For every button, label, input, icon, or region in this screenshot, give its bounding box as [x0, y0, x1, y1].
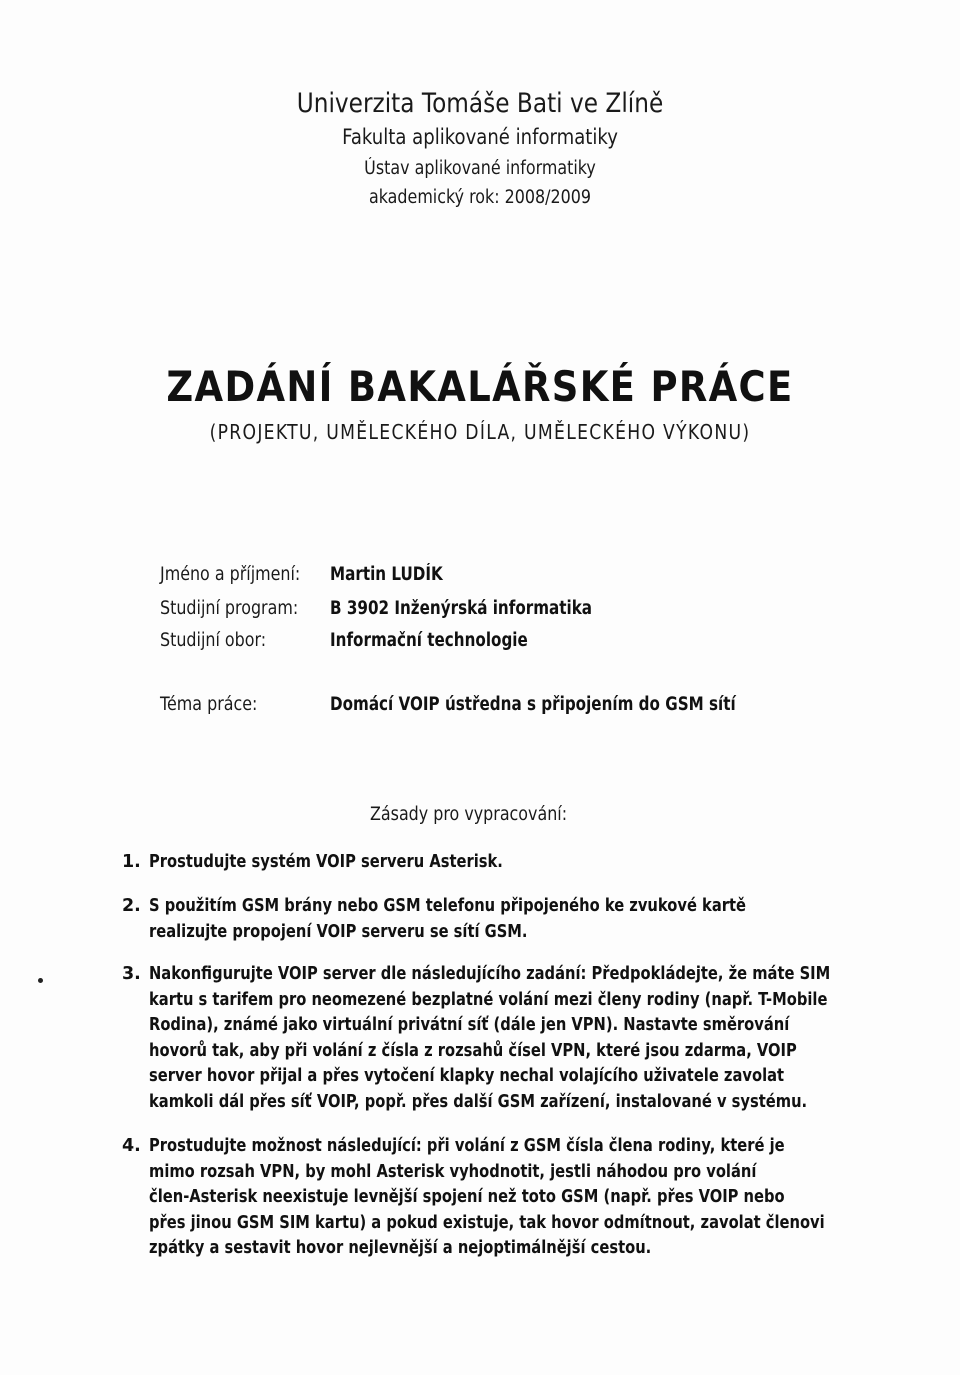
task-line: Prostudujte systém VOIP serveru Asterisk. [149, 852, 503, 872]
document-title: ZADÁNÍ BAKALÁŘSKÉ PRÁCE [166, 362, 794, 411]
field-value: Martin LUDÍK [330, 564, 443, 585]
field-row-program [160, 598, 860, 628]
university-name: Univerzita Tomáše Bati ve Zlíně [296, 88, 664, 119]
field-value: Informační technologie [330, 630, 528, 651]
field-label: Téma práce: [160, 694, 258, 715]
task-number: 4. [122, 1136, 141, 1156]
task-line: přes jinou GSM SIM kartu) a pokud existuje, tak hovor odmítnout, zavolat členovi [149, 1212, 825, 1233]
task-line: Rodina), známé jako virtuální privátní síť (dále jen VPN). Nastavte směrování [149, 1015, 790, 1036]
task-line: Prostudujte možnost následující: při volání z GSM čísla člena rodiny, které je [149, 1136, 785, 1156]
task-line: hovorů tak, aby při volání z čísla z rozsahů čísel VPN, které jsou zdarma, VOIP [149, 1040, 797, 1061]
field-row-topic [160, 694, 860, 724]
task-line: realizujte propojení VOIP serveru se sítí GSM. [149, 921, 528, 942]
academic-year: akademický rok: 2008/2009 [368, 187, 592, 208]
field-value: B 3902 Inženýrská informatika [330, 598, 593, 619]
faculty-name: Fakulta aplikované informatiky [342, 125, 618, 149]
document-subtitle: (PROJEKTU, UMĚLECKÉHO DÍLA, UMĚLECKÉHO VÝKONU) [209, 420, 751, 444]
field-row-name [160, 564, 860, 594]
field-row-field-of-study [160, 630, 860, 660]
task-line: Nakonfigurujte VOIP server dle následujícího zadání: Předpokládejte, že máte SIM [149, 964, 831, 984]
field-label: Studijní obor: [160, 630, 267, 651]
task-line: zpátky a sestavit hovor nejlevnější a nejoptimálnější cestou. [149, 1238, 652, 1259]
institution-header [0, 86, 960, 212]
principles-heading: Zásady pro vypracování: [370, 804, 568, 825]
field-label: Studijní program: [160, 598, 299, 619]
field-label: Jméno a příjmení: [160, 564, 301, 585]
task-line: člen-Asterisk neexistuje levnější spojení než toto GSM (např. přes VOIP nebo [149, 1187, 785, 1208]
scan-dot-mark [38, 978, 43, 983]
task-line: kartu s tarifem pro neomezené bezplatné volání mezi členy rodiny (např. T-Mobile [149, 989, 828, 1010]
task-number: 2. [122, 896, 141, 916]
task-number: 3. [122, 964, 141, 984]
institute-name: Ústav aplikované informatiky [364, 158, 596, 179]
task-line: mimo rozsah VPN, by mohl Asterisk vyhodnotit, jestli náhodou pro volání [149, 1161, 757, 1182]
task-number: 1. [122, 852, 141, 872]
task-line: kamkoli dál přes síť VOIP, popř. přes další GSM zařízení, instalované v systému. [149, 1092, 808, 1112]
field-value: Domácí VOIP ústředna s připojením do GSM sítí [330, 694, 736, 715]
task-line: server hovor přijal a přes vytočení klapky nechal volajícího uživatele zavolat [149, 1066, 785, 1087]
task-line: S použitím GSM brány nebo GSM telefonu připojeného ke zvukové kartě [149, 896, 746, 916]
